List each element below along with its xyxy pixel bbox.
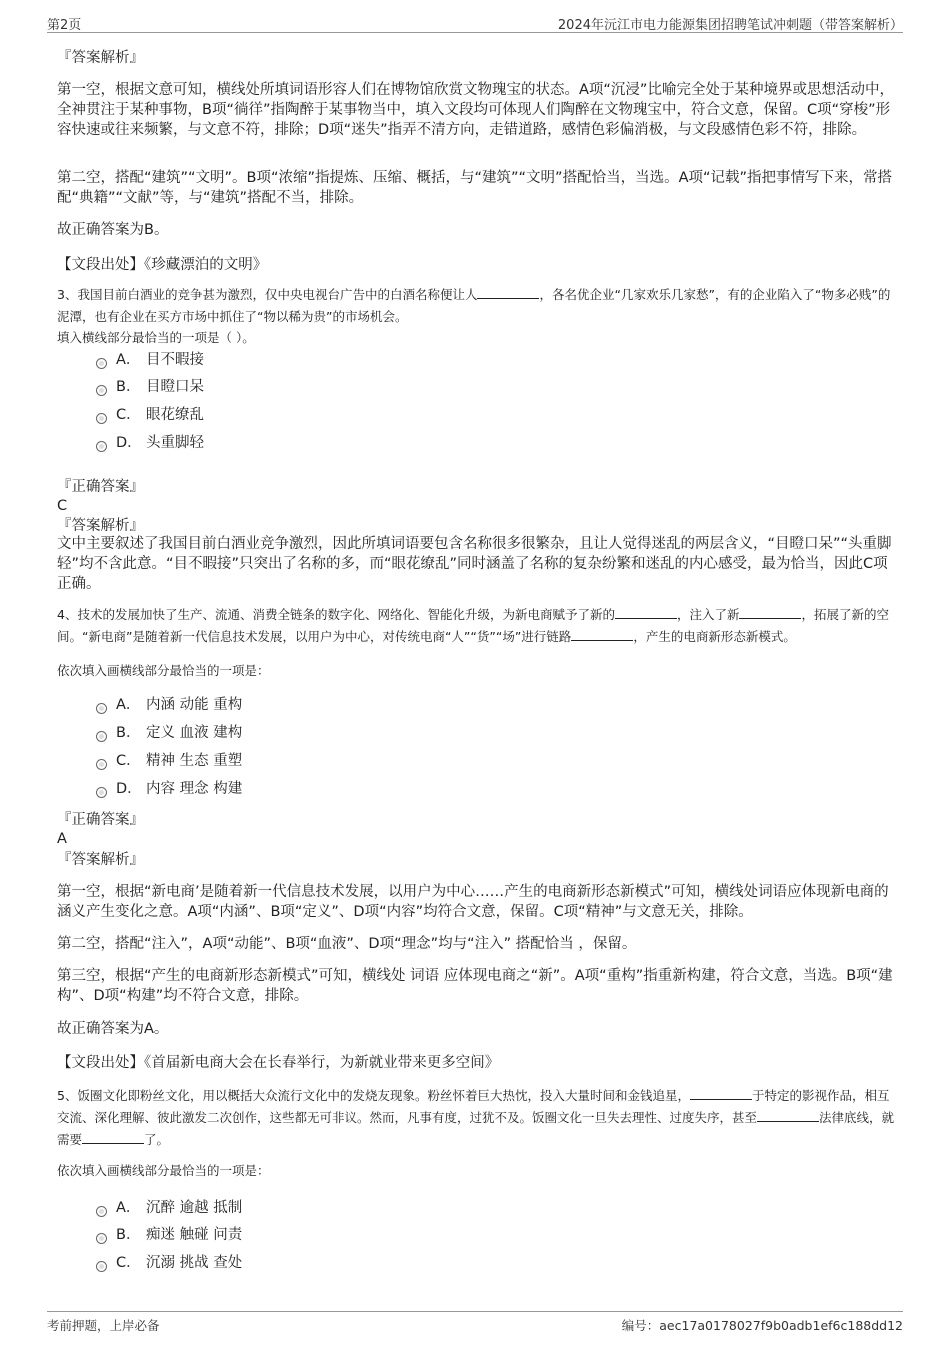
q5-stem: 5、饭圈文化即粉丝文化，用以概括大众流行文化中的发烧友现象。粉丝怀着巨大热忱，投入大量时间和金钱追星， 于特定的影视作品，相互交流、深化理解、彼此激发二次创作，这些都无可非议。然而，凡事有度，过犹不及。饭圈文化一旦失去理性、过度失序，甚至 法律底线，就需要 了。 (57, 1088, 895, 1147)
fill-blank (82, 1131, 144, 1144)
q4-stem: 4、技术的发展加快了生产、流通、消费全链条的数字化、网络化、智能化升级，为新电商赋予了新的 ，注入了新 ，拓展了新的空间。“新电商”是随着新一代信息技术发展，以用户为中心，对传统电商“人”“货”“场”进行链路 ，产生的电商新形态新模式。 (57, 607, 889, 644)
radio-icon[interactable] (96, 1233, 107, 1244)
fill-blank (739, 606, 801, 619)
radio-icon[interactable] (96, 731, 107, 742)
fill-blank (690, 1087, 752, 1100)
radio-icon[interactable] (96, 1261, 107, 1272)
q3-stem: 3、我国目前白酒业的竞争甚为激烈，仅中央电视台广告中的白酒名称便让人 ，各名优企业“几家欢乐几家愁”，有的企业陷入了“物多必贱”的泥潭，也有企业在买方市场中抓住了“物以稀为贵”的市场机会。 (57, 287, 891, 324)
q5-option-a[interactable]: A． 沉醉 逾越 抵制 (96, 1197, 242, 1219)
q3-analysis-label: 『答案解析』 (57, 518, 144, 534)
radio-icon[interactable] (96, 787, 107, 798)
radio-icon[interactable] (96, 413, 107, 424)
page-header (47, 10, 903, 33)
radio-icon[interactable] (96, 441, 107, 452)
q4-conclusion: 故正确答案为A。 (57, 1021, 169, 1037)
q4-analysis-label: 『答案解析』 (57, 852, 144, 868)
q2-source: 【文段出处】《珍藏漂泊的文明》 (57, 257, 268, 273)
page-footer (47, 1311, 903, 1334)
q2-analysis-label: 『答案解析』 (57, 50, 144, 66)
q3-answer-label: 『正确答案』 (57, 479, 144, 495)
fill-blank (477, 286, 539, 299)
q4-option-b[interactable]: B． 定义 血液 建构 (96, 722, 242, 744)
q4-prompt: 依次填入画横线部分最恰当的一项是： (57, 663, 270, 678)
q3-option-c[interactable]: C． 眼花缭乱 (96, 404, 204, 426)
q3-option-b[interactable]: B． 目瞪口呆 (96, 376, 204, 398)
q5-option-c[interactable]: C． 沉溺 挑战 查处 (96, 1252, 242, 1274)
q3-prompt: 填入横线部分最恰当的一项是（ ）。 (57, 330, 255, 345)
document-title: 2024年沅江市电力能源集团招聘笔试冲刺题（带答案解析） (557, 18, 903, 33)
q3-option-d[interactable]: D． 头重脚轻 (96, 432, 204, 454)
q5-option-b[interactable]: B． 痴迷 触碰 问责 (96, 1224, 242, 1246)
fill-blank (757, 1109, 819, 1122)
q4-option-c[interactable]: C． 精神 生态 重塑 (96, 750, 242, 772)
q4-analysis-p1: 第一空，根据“新电商’是随着新一代信息技术发展，以用户为中心……产生的电商新形态新模式”可知，横线处词语应体现新电商的涵义产生变化之意。A项“内涵”、B项“定义”、D项“内容”均符合文意，保留。C项“精神”与文意无关，排除。 (57, 884, 889, 920)
q2-conclusion: 故正确答案为B。 (57, 222, 169, 238)
q4-source: 【文段出处】《首届新电商大会在长春举行，为新就业带来更多空间》 (57, 1055, 500, 1071)
radio-icon[interactable] (96, 759, 107, 770)
radio-icon[interactable] (96, 358, 107, 369)
q4-option-a[interactable]: A． 内涵 动能 重构 (96, 694, 242, 716)
q3-option-a[interactable]: A． 目不暇接 (96, 349, 204, 371)
document-code: 编号：aec17a0178027f9b0adb1ef6c188dd12 (621, 1318, 903, 1333)
q3-analysis: 文中主要叙述了我国目前白酒业竞争激烈，因此所填词语要包含名称很多很繁杂，且让人觉得迷乱的两层含义，“目瞪口呆”“头重脚轻”均不含此意。“目不暇接”只突出了名称的多，而“眼花缭乱”同时涵盖了名称的复杂纷繁和迷乱的内心感受，最为恰当，因此C项正确。 (57, 536, 892, 592)
q4-answer-label: 『正确答案』 (57, 812, 144, 828)
q4-analysis-p2: 第二空，搭配“注入”，A项“动能”、B项“血液”、D项“理念”均与“注入” 搭配恰当 ，保留。 (57, 936, 637, 952)
fill-blank (571, 628, 633, 641)
page-number: 第2页 (47, 18, 82, 33)
fill-blank (615, 606, 677, 619)
radio-icon[interactable] (96, 703, 107, 714)
q2-analysis-p2: 第二空，搭配“建筑”“文明”。B项“浓缩”指提炼、压缩、概括，与“建筑”“文明”搭配恰当，当选。A项“记载”指把事情写下来，常搭配“典籍”“文献”等，与“建筑”搭配不当，排除。 (57, 170, 893, 206)
q4-option-d[interactable]: D． 内容 理念 构建 (96, 778, 242, 800)
q5-prompt: 依次填入画横线部分最恰当的一项是： (57, 1163, 270, 1178)
q2-analysis-p1: 第一空，根据文意可知，横线处所填词语形容人们在博物馆欣赏文物瑰宝的状态。A项“沉浸”比喻完全处于某种境界或思想活动中，全神贯注于某种事物，B项“徜徉”指陶醉于某事物当中，填入文段均可体现人们陶醉在文物瑰宝中，符合文意，保留。C项“穿梭”形容快速或往来频繁，与文意不符，排除；D项“迷失”指弄不清方向，走错道路，感情色彩偏消极，与文段感情色彩不符，排除。 (57, 82, 894, 138)
radio-icon[interactable] (96, 1206, 107, 1217)
q3-answer: C (57, 498, 68, 514)
q4-answer: A (57, 831, 67, 847)
footer-slogan: 考前押题，上岸必备 (47, 1318, 160, 1333)
radio-icon[interactable] (96, 385, 107, 396)
q4-analysis-p3: 第三空，根据“产生的电商新形态新模式”可知，横线处 词语 应体现电商之“新”。A项“重构”指重新构建，符合文意，当选。B项“建构”、D项“构建”均不符合文意，排除。 (57, 968, 893, 1004)
